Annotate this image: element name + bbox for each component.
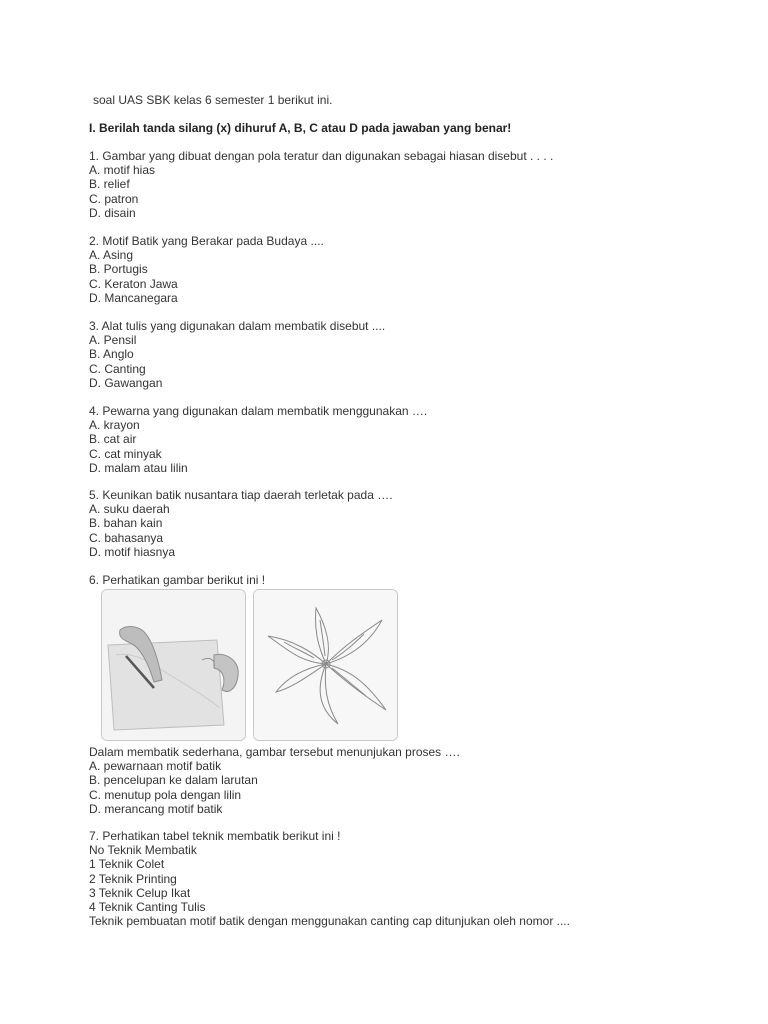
option-c: C. bahasanya — [89, 530, 164, 545]
question-6-answers — [89, 745, 460, 816]
question-4 — [89, 404, 427, 475]
option-d: D. Gawangan — [89, 375, 163, 390]
option-d: D. disain — [89, 205, 136, 220]
flower-motif-illustration — [254, 590, 397, 740]
question-text: 1. Gambar yang dibuat dengan pola teratur dan digunakan sebagai hiasan disebut . . . . — [89, 149, 554, 163]
question-7 — [89, 829, 570, 928]
hand-drawing-illustration — [102, 590, 245, 740]
option-b: B. cat air — [89, 432, 137, 447]
option-b: B. relief — [89, 177, 130, 192]
option-c: C. menutup pola dengan lilin — [89, 787, 242, 802]
option-a: A. Asing — [89, 248, 134, 263]
option-d: D. motif hiasnya — [89, 544, 176, 559]
instruction-heading: I. Berilah tanda silang (x) dihuruf A, B, C atau D pada jawaban yang benar! — [89, 121, 512, 135]
question-5 — [89, 488, 393, 559]
question-prompt: Teknik pembuatan motif batik dengan menggunakan canting cap ditunjukan oleh nomor .... — [89, 914, 570, 929]
option-a: A. motif hias — [89, 163, 156, 178]
question-text: 3. Alat tulis yang digunakan dalam membatik disebut .... — [89, 319, 386, 333]
option-d: D. malam atau lilin — [89, 460, 188, 475]
option-a: A. pewarnaan motif batik — [89, 759, 222, 774]
option-a: A. krayon — [89, 418, 140, 433]
question-6-images — [101, 589, 397, 741]
option-a: A. suku daerah — [89, 502, 170, 517]
table-row: 1 Teknik Colet — [89, 857, 165, 872]
batik-motif-sketch — [253, 589, 398, 741]
question-2 — [89, 234, 324, 305]
question-text: 7. Perhatikan tabel teknik membatik berikut ini ! — [89, 829, 341, 843]
option-c: C. Keraton Jawa — [89, 276, 178, 291]
option-c: C. patron — [89, 191, 139, 206]
table-row: 3 Teknik Celup Ikat — [89, 885, 191, 900]
question-6 — [89, 573, 265, 587]
question-text: 5. Keunikan batik nusantara tiap daerah terletak pada …. — [89, 488, 393, 502]
option-b: B. bahan kain — [89, 516, 163, 531]
option-a: A. Pensil — [89, 333, 137, 348]
question-text: 6. Perhatikan gambar berikut ini ! — [89, 573, 266, 587]
table-row: 2 Teknik Printing — [89, 871, 177, 886]
table-row: 4 Teknik Canting Tulis — [89, 899, 206, 914]
question-1 — [89, 149, 553, 220]
question-text: 2. Motif Batik yang Berakar pada Budaya .... — [89, 234, 324, 248]
table-header: No Teknik Membatik — [89, 843, 197, 858]
question-3 — [89, 319, 385, 390]
option-d: D. merancang motif batik — [89, 801, 223, 816]
batik-drawing-photo — [101, 589, 246, 741]
option-c: C. Canting — [89, 361, 146, 376]
option-c: C. cat minyak — [89, 446, 162, 461]
option-b: B. Portugis — [89, 262, 148, 277]
option-b: B. Anglo — [89, 347, 134, 362]
question-prompt: Dalam membatik sederhana, gambar tersebut menunjukan proses …. — [89, 745, 460, 759]
question-text: 4. Pewarna yang digunakan dalam membatik menggunakan …. — [89, 404, 428, 418]
option-d: D. Mancanegara — [89, 290, 178, 305]
intro-text: soal UAS SBK kelas 6 semester 1 berikut ini. — [93, 93, 333, 107]
option-b: B. pencelupan ke dalam larutan — [89, 773, 258, 788]
